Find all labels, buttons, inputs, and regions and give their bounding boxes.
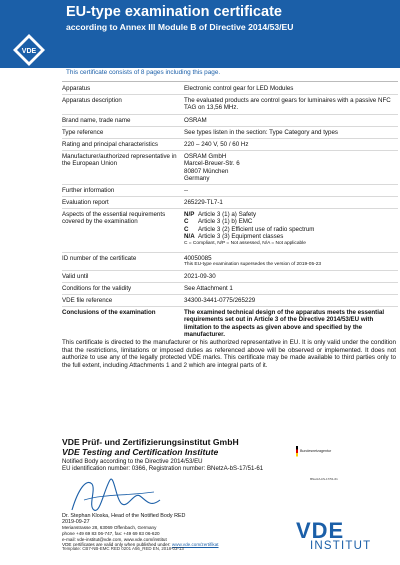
- manufacturer-country: Germany: [184, 175, 210, 183]
- certificate-subtitle: according to Annex III Module B of Directive 2014/53/EU: [66, 22, 294, 32]
- aspects-list: [184, 211, 400, 247]
- vde-triangle-logo-icon: [12, 33, 46, 67]
- field-label: Type reference: [62, 129, 104, 136]
- field-label: Apparatus: [62, 85, 91, 92]
- divider: [62, 252, 398, 253]
- aspect-row: [184, 218, 314, 225]
- vde-logo: VDE: [296, 518, 345, 543]
- divider: [62, 184, 398, 185]
- aspect-text: Article 3 (1) a) Safety: [198, 211, 257, 218]
- signature-block: [62, 513, 219, 548]
- field-label: Further information: [62, 187, 115, 194]
- aspect-code: N/A: [184, 233, 195, 241]
- template-reference: Template: CB7-NB-EMC RED 0201 A56_RED EN, 2018-03-13: [62, 546, 184, 551]
- online-validity-text: VDE certificates are valid only when published under:: [62, 542, 172, 548]
- field-label: Manufacturer/authorized representative in the European Union: [62, 153, 177, 168]
- institute-name-de: VDE Prüf- und Zertifizierungsinstitut GmbH: [62, 437, 239, 447]
- aspect-code: C: [184, 218, 189, 226]
- pages-note: This certificate consists of 8 pages including this page.: [66, 69, 221, 76]
- institute-email: e-mail: vde-institut@vde.com, www.vde.com/institut: [62, 536, 167, 542]
- aspect-code: C: [184, 225, 189, 233]
- divider: [62, 81, 398, 82]
- field-value: --: [184, 187, 189, 194]
- divider: [62, 294, 398, 295]
- field-value: See Attachment 1: [184, 285, 233, 292]
- aspect-code: N/P: [184, 211, 195, 218]
- manufacturer-name: OSRAM GmbH: [184, 153, 227, 160]
- divider: [62, 196, 398, 197]
- manufacturer-street: Marcel-Breuer-Str. 6: [184, 160, 240, 168]
- aspect-row: [184, 211, 314, 218]
- aspects-table: [184, 211, 314, 241]
- supersedes-note: This EU-type examination supersedes the version of 2019-05-23: [184, 262, 322, 268]
- field-label: Aspects of the essential requirements covered by the examination: [62, 211, 166, 226]
- divider: [62, 94, 398, 95]
- vde-institut-label: INSTITUT: [310, 540, 372, 552]
- certificate-id: 40050085: [184, 255, 212, 262]
- svg-text:VDE: VDE: [21, 48, 37, 55]
- notified-body: Notified Body according to the Directive 2014/53/EU: [62, 458, 203, 465]
- field-label: Conditions for the validity: [62, 285, 132, 292]
- aspect-row: [184, 226, 314, 233]
- agency-code: BNetzA-bS-17/51-61: [310, 477, 338, 481]
- divider: [62, 138, 398, 139]
- signature-date: 2019-09-27: [62, 519, 90, 526]
- signer-name: Dr. Stephan Kloska, Head of the Notified Body RED: [62, 513, 186, 519]
- field-label: ID number of the certificate: [62, 255, 137, 262]
- divider: [62, 114, 398, 115]
- field-label: Rating and principal characteristics: [62, 141, 158, 148]
- institute-name-en: VDE Testing and Certification Institute: [62, 447, 219, 457]
- field-value: 265229-TL7-1: [184, 199, 223, 206]
- field-value: 2021-09-30: [184, 273, 216, 280]
- divider: [62, 270, 398, 271]
- certificate-url-link[interactable]: www.vde.com/zertifikat: [171, 542, 219, 548]
- field-value: The examined technical design of the apparatus meets the essential requirements set out in Article 3 of the Directive 2014/53/EU with limitation to the aspects as given above and specified by the manufacturer.: [184, 309, 385, 339]
- aspect-text: Article 3 (2) Efficient use of radio spectrum: [198, 225, 315, 233]
- aspect-text: Article 3 (1) b) EMC: [198, 218, 253, 226]
- divider: [62, 282, 398, 283]
- aspect-text: Article 3 (3) Equipment classes: [198, 233, 284, 241]
- institute-phone: phone +49 69 83 06-747, fax: +49 69 83 06-620: [62, 531, 160, 536]
- field-label: Evaluation report: [62, 199, 109, 206]
- field-value: Electronic control gear for LED Modules: [184, 85, 294, 92]
- field-value: [184, 255, 400, 268]
- handwritten-signature: [64, 470, 184, 518]
- aspect-row: [184, 233, 314, 240]
- disclaimer-text: This certificate is directed to the manufacturer or his authorized representative in EU. It is only valid under the condition that the restrictions, limitations or imposed duties as referenced above will be observed or implemented. It does not authorize to use any of the legally protected VDE marks. This certificate may be made available to third parties only to the full extent, including Attachments 1 and 2 which are integral parts of it.: [62, 339, 396, 369]
- field-label: Valid until: [62, 273, 89, 280]
- field-value: 34300-3441-0775/265229: [184, 297, 256, 304]
- bundesnetzagentur-logo: [296, 446, 344, 482]
- field-value: 220 – 240 V, 50 / 60 Hz: [184, 141, 249, 148]
- institute-address: Merianstrasse 28, 63069 Offenbach, Germany: [62, 525, 157, 531]
- field-label: Brand name, trade name: [62, 117, 131, 124]
- field-value: The evaluated products are control gears for luminaires with a passive NFC TAG on 13,56 MHz.: [184, 97, 391, 112]
- divider: [62, 150, 398, 151]
- divider: [62, 208, 398, 209]
- divider: [62, 126, 398, 127]
- field-label: Apparatus description: [62, 97, 122, 104]
- divider: [62, 306, 398, 307]
- certificate-title: EU-type examination certificate: [66, 4, 282, 20]
- header-banner: [0, 0, 400, 68]
- field-value: See types listen in the section: Type Category and types: [184, 129, 338, 136]
- eu-identification: EU identification number: 0366, Registration number: BNetzA-bS-17/51-61: [62, 465, 264, 473]
- field-value: OSRAM: [184, 117, 207, 124]
- field-label: Conclusions of the examination: [62, 309, 156, 316]
- aspects-legend: C = Compliant, N/P = Not assessed, N/A = Not applicable: [184, 240, 306, 246]
- manufacturer-city: 80807 München: [184, 167, 229, 175]
- field-label: VDE file reference: [62, 297, 113, 304]
- agency-name: Bundesnetzagentur: [300, 449, 332, 453]
- field-value: [184, 153, 400, 183]
